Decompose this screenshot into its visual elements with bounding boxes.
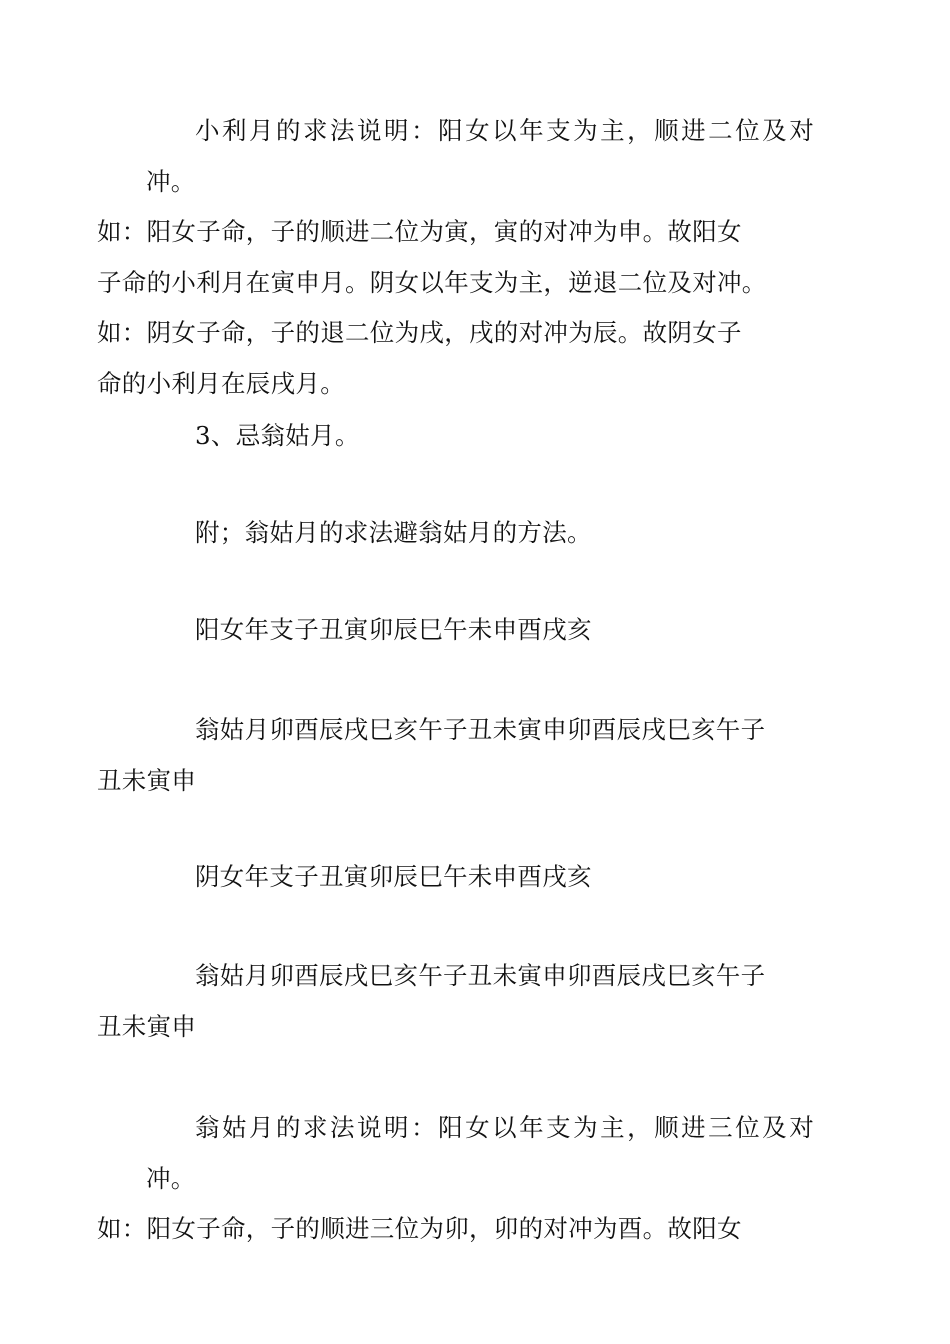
- text-line: 命的小利月在辰戌月。: [97, 368, 345, 398]
- text-line: 翁姑月的求法说明：阳女以年支为主，顺进三位及对冲。: [146, 1113, 814, 1193]
- text-line: 如：阳女子命，子的顺进二位为寅，寅的对冲为申。故阳女: [97, 217, 742, 246]
- paragraph-small-benefit-month-method: [97, 106, 814, 409]
- text-line: 如：阳女子命，子的顺进三位为卯，卯的对冲为酉。故阳女: [97, 1214, 742, 1243]
- text-line: 阳女年支子丑寅卯辰巳午未申酉戌亥: [195, 615, 592, 644]
- text-line: 子命的小利月在寅申月。阴女以年支为主，逆退二位及对冲。: [97, 267, 767, 297]
- paragraph-in-law-month-method: [97, 1103, 814, 1255]
- text-line: 翁姑月卯酉辰戌巳亥午子丑未寅申卯酉辰戌巳亥午子: [195, 715, 766, 744]
- text-line: 3、忌翁姑月。: [195, 421, 360, 450]
- text-line: 附；翁姑月的求法避翁姑月的方法。: [195, 518, 592, 547]
- text-line: 小利月的求法说明：阳女以年支为主，顺进二位及对冲。: [146, 116, 814, 196]
- paragraph-yin-in-law-months: [97, 951, 814, 1052]
- text-line: 丑未寅申: [97, 765, 197, 795]
- text-line: 如：阴女子命，子的退二位为戌，戌的对冲为辰。故阴女子: [97, 318, 742, 347]
- paragraph-yang-female-year-branch: [146, 605, 814, 656]
- text-line: 阴女年支子丑寅卯辰巳午未申酉戌亥: [195, 862, 592, 891]
- text-line: 翁姑月卯酉辰戌巳亥午子丑未寅申卯酉辰戌巳亥午子: [195, 961, 766, 990]
- paragraph-yin-female-year-branch: [146, 852, 814, 903]
- paragraph-yang-in-law-months: [97, 705, 814, 806]
- text-line: 丑未寅申: [97, 1011, 197, 1041]
- paragraph-appendix-note: [146, 508, 814, 559]
- section-heading-avoid-in-law-month: [146, 411, 814, 462]
